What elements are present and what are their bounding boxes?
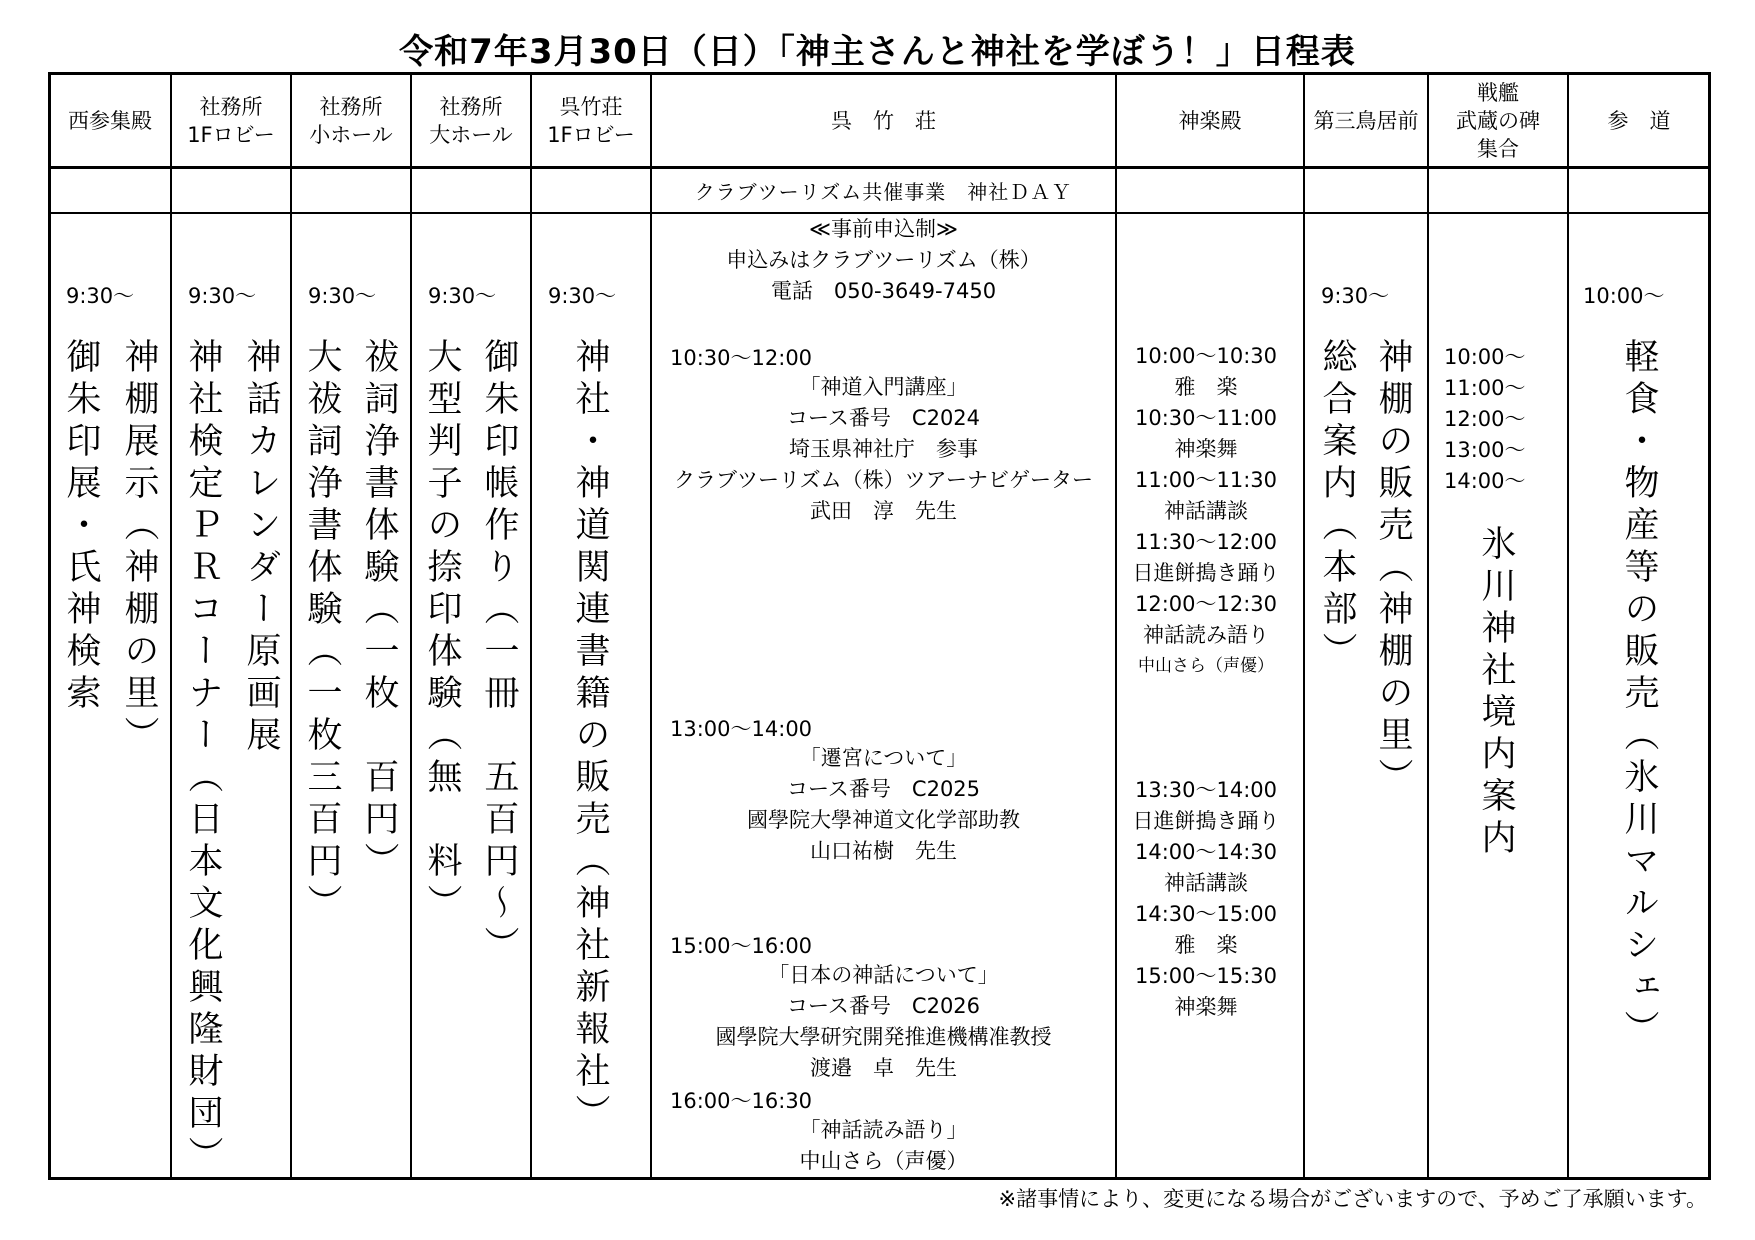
col-divider: [1567, 72, 1569, 1180]
time-label: 9:30～: [548, 284, 617, 308]
time-label: 9:30～: [188, 284, 257, 308]
vertical-event-text: 御朱印展・氏神検索: [61, 338, 101, 716]
col-divider: [1303, 72, 1305, 1180]
footnote: ※諸事情により、変更になる場合がございますので、予めご了承願います。: [998, 1187, 1707, 1211]
vertical-event-text: 大祓詞浄書体験（一枚三百円）: [302, 338, 342, 926]
vertical-event-text: 神棚展示（神棚の里）: [119, 338, 159, 758]
col-divider: [410, 72, 412, 1180]
session-details: 「日本の神話について」 コース番号 C2026 國學院大學研究開発推進機構准教授 渡邉 卓 先生: [715, 963, 1052, 1080]
header-musashi-monument: 戦艦 武蔵の碑 集合: [1456, 80, 1540, 161]
registration-info: ≪事前申込制≫ 申込みはクラブツーリズム（株） 電話 050-3649-7450: [726, 217, 1041, 303]
header-daisan-torii: 第三鳥居前: [1313, 108, 1419, 133]
banner-shrine-day: クラブツーリズム共催事業 神社ＤＡＹ: [694, 180, 1073, 204]
header-sando: 参 道: [1607, 108, 1671, 133]
kagura-schedule-morning: 10:00～10:30 雅 楽 10:30～11:00 神楽舞 11:00～11:30 神話講談 11:30～12:00 日進餅搗き踊り 12:00～12:30 神話読み語り 中山さら（声優）: [1132, 344, 1280, 676]
session-time: 16:00～16:30: [670, 1089, 813, 1113]
session-details: 「遷宮について」 コース番号 C2025 國學院大學神道文化学部助教 山口祐樹 先生: [747, 746, 1020, 863]
time-label: 9:30～: [308, 284, 377, 308]
page-title: 令和7年3月30日（日）「神主さんと神社を学ぼう！」日程表: [399, 32, 1356, 72]
vertical-event-text: 大型判子の捺印体験（無 料）: [422, 338, 462, 926]
vertical-event-text: 御朱印帳作り（一冊 五百円～）: [479, 338, 519, 968]
col-divider: [290, 72, 292, 1180]
vertical-event-text: 神棚の販売（神棚の里）: [1373, 338, 1413, 800]
vertical-event-text: 総合案内（本部）: [1317, 338, 1357, 674]
col-divider: [1427, 72, 1429, 1180]
header-kuretake: 呉 竹 荘: [831, 108, 936, 133]
col-divider: [530, 72, 532, 1180]
vertical-event-text: 神社・神道関連書籍の販売（神社新報社）: [570, 338, 610, 1136]
header-kaguraden: 神楽殿: [1178, 108, 1242, 133]
time-label: 9:30～: [66, 284, 135, 308]
header-shamusho-small-hall: 社務所 小ホール: [309, 94, 393, 147]
time-label: 10:00～: [1583, 284, 1665, 308]
session-time: 15:00～16:00: [670, 934, 813, 958]
kagura-schedule-afternoon: 13:30～14:00 日進餅搗き踊り 14:00～14:30 神話講談 14:30～15:00 雅 楽 15:00～15:30 神楽舞: [1132, 778, 1280, 1019]
session-details: 「神話読み語り」 中山さら（声優）: [799, 1118, 968, 1173]
tour-times: 10:00～ 11:00～ 12:00～ 13:00～ 14:00～: [1444, 345, 1526, 493]
header-kuretake-lobby: 呉竹荘 1Fロビー: [547, 94, 635, 147]
session-time: 10:30～12:00: [670, 346, 813, 370]
vertical-event-text: 氷川神社境内案内: [1476, 525, 1516, 861]
time-label: 9:30～: [1321, 284, 1390, 308]
time-label: 9:30～: [428, 284, 497, 308]
vertical-event-text: 神社検定ＰＲコーナー（日本文化興隆財団）: [183, 338, 223, 1178]
vertical-event-text: 神話カレンダー原画展: [241, 338, 281, 758]
header-shamusho-large-hall: 社務所 大ホール: [429, 94, 513, 147]
vertical-event-text: 軽食・物産等の販売（氷川マルシェ）: [1619, 338, 1659, 1052]
vertical-event-text: 祓詞浄書体験（一枚 百円）: [359, 338, 399, 884]
header-nishi-sanshuden: 西参集殿: [68, 108, 152, 133]
header-shamusho-lobby: 社務所 1Fロビー: [187, 94, 275, 147]
session-details: 「神道入門講座」 コース番号 C2024 埼玉県神社庁 参事 クラブツーリズム（株）ツアーナビゲーター 武田 淳 先生: [674, 375, 1093, 523]
session-time: 13:00～14:00: [670, 717, 813, 741]
col-divider: [170, 72, 172, 1180]
